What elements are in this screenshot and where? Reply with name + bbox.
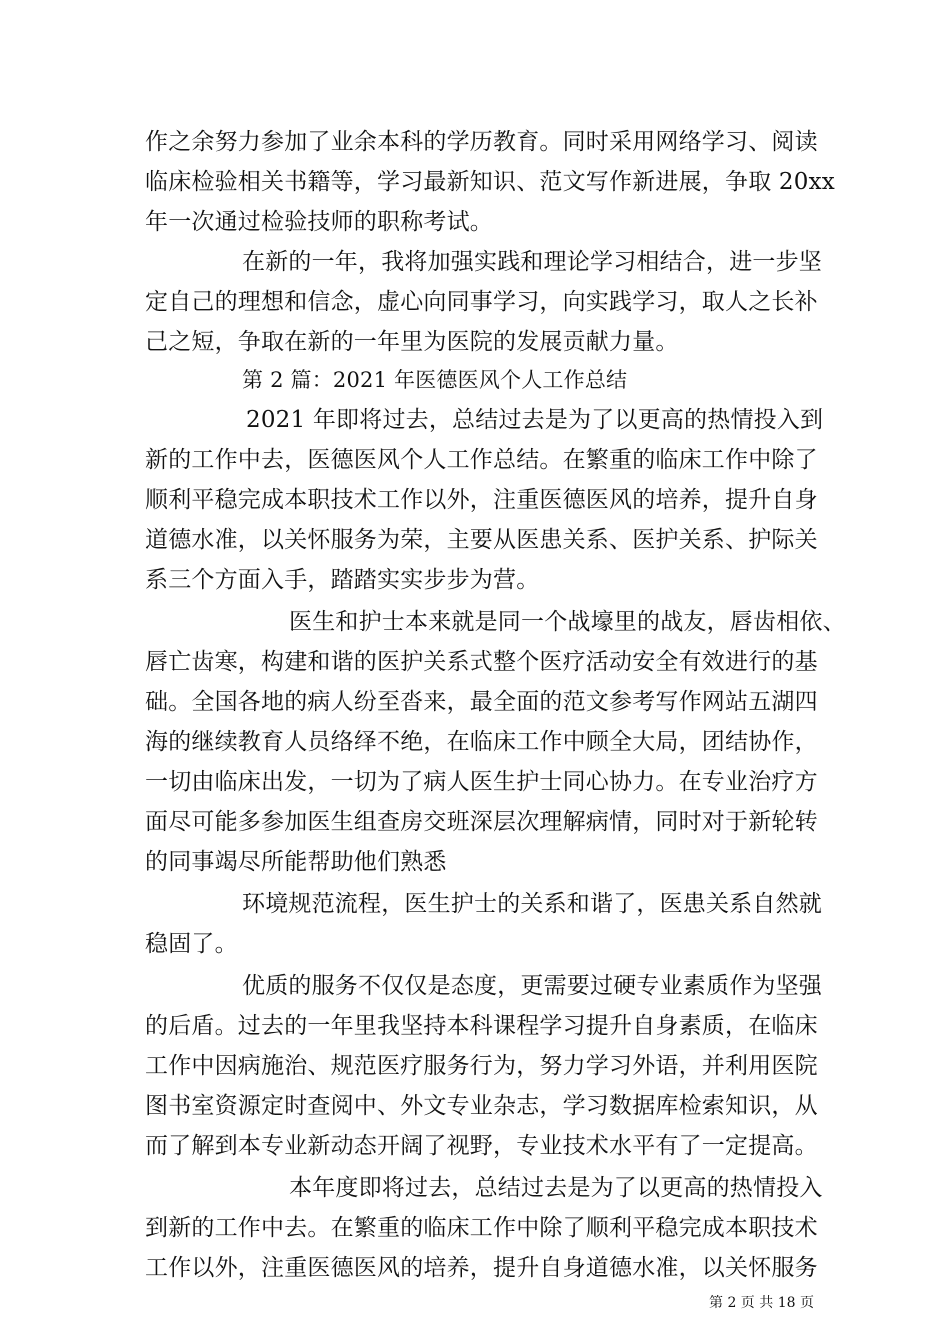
text-line: 本年度即将过去，总结过去是为了以更高的热情投入: [289, 1175, 823, 1201]
text-line: 唇亡齿寒，构建和谐的医护关系式整个医疗活动安全有效进行的基: [145, 649, 818, 675]
text-line: 顺利平稳完成本职技术工作以外，注重医德医风的培养，提升自身: [145, 487, 818, 513]
text-line: 的同事竭尽所能帮助他们熟悉: [145, 849, 447, 875]
page-number-footer: 第 2 页 共 18 页: [709, 1295, 814, 1311]
text-line: 工作以外，注重医德医风的培养，提升自身道德水准，以关怀服务: [145, 1255, 818, 1281]
text-line: 海的继续教育人员络绎不绝，在临床工作中顾全大局，团结协作，: [145, 729, 818, 755]
text-line: 2021 年即将过去，总结过去是为了以更高的热情投入到: [246, 407, 824, 433]
text-line: 年一次通过检验技师的职称考试。: [145, 209, 493, 235]
text-line: 优质的服务不仅仅是态度，更需要过硬专业素质作为坚强: [242, 973, 822, 999]
text-line: 面尽可能多参加医生组查房交班深层次理解病情，同时对于新轮转: [145, 809, 818, 835]
text-line: 定自己的理想和信念，虚心向同事学习，向实践学习，取人之长补: [145, 289, 818, 315]
text-line: 一切由临床出发，一切为了病人医生护士同心协力。在专业治疗方: [145, 769, 818, 795]
text-line: 系三个方面入手，踏踏实实步步为营。: [145, 567, 540, 593]
text-line: 的后盾。过去的一年里我坚持本科课程学习提升自身素质，在临床: [145, 1013, 818, 1039]
text-line: 医生和护士本来就是同一个战壕里的战友，唇齿相依、: [289, 609, 846, 635]
text-line: 图书室资源定时查阅中、外文专业杂志，学习数据库检索知识，从: [145, 1093, 818, 1119]
text-line: 临床检验相关书籍等，学习最新知识、范文写作新进展，争取 20xx: [145, 169, 835, 195]
text-line: 础。全国各地的病人纷至沓来，最全面的范文参考写作网站五湖四: [145, 689, 818, 715]
text-line: 在新的一年，我将加强实践和理论学习相结合，进一步坚: [242, 249, 822, 275]
text-line: 稳固了。: [145, 931, 238, 957]
text-line: 新的工作中去，医德医风个人工作总结。在繁重的临床工作中除了: [145, 447, 818, 473]
text-line: 工作中因病施治、规范医疗服务行为，努力学习外语，并利用医院: [145, 1053, 818, 1079]
section-heading: 第 2 篇：2021 年医德医风个人工作总结: [242, 368, 628, 392]
text-line: 到新的工作中去。在繁重的临床工作中除了顺利平稳完成本职技术: [145, 1215, 818, 1241]
text-line: 而了解到本专业新动态开阔了视野，专业技术水平有了一定提高。: [145, 1133, 818, 1159]
text-line: 道德水准，以关怀服务为荣，主要从医患关系、医护关系、护际关: [145, 527, 818, 553]
text-line: 环境规范流程，医生护士的关系和谐了，医患关系自然就: [242, 891, 822, 917]
text-line: 作之余努力参加了业余本科的学历教育。同时采用网络学习、阅读: [145, 129, 818, 155]
text-line: 己之短，争取在新的一年里为医院的发展贡献力量。: [145, 329, 679, 355]
